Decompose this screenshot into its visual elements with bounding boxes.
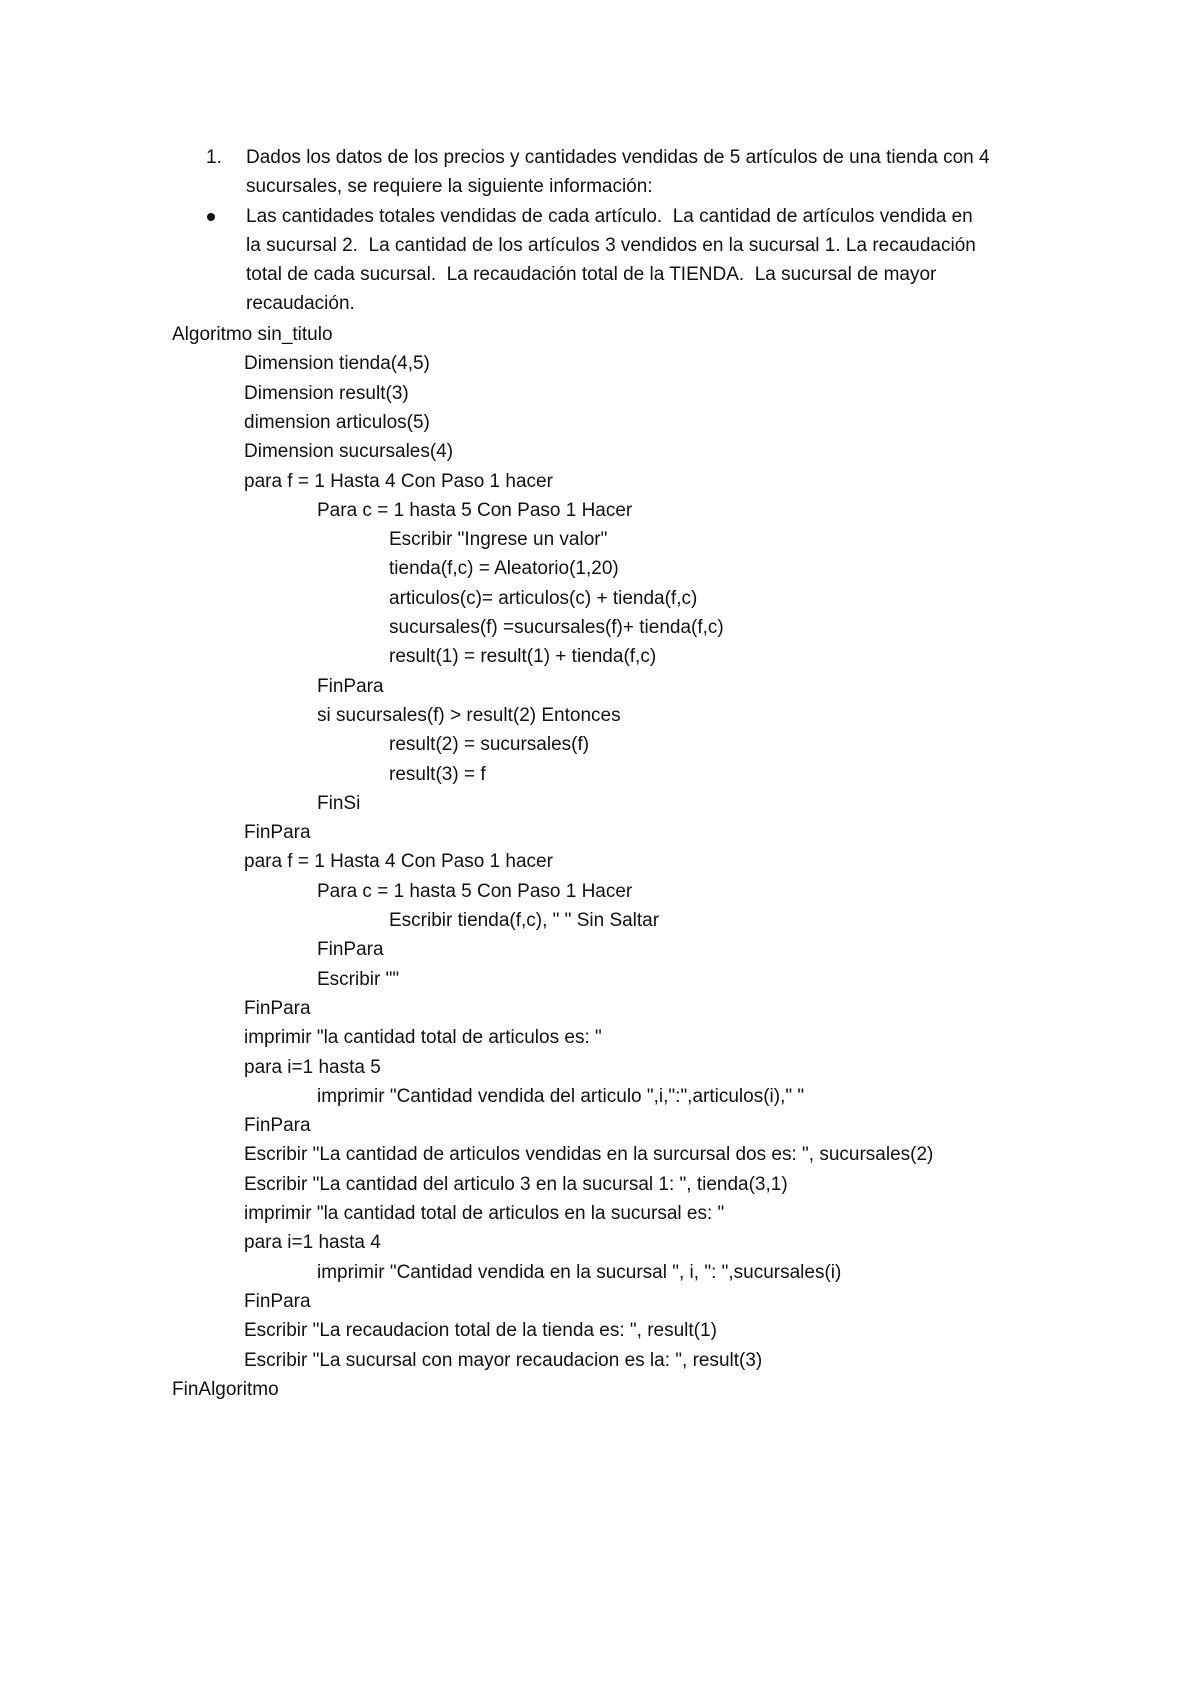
code-line: Escribir tienda(f,c), " " Sin Saltar <box>389 910 660 931</box>
code-line: Escribir "La cantidad del articulo 3 en la sucursal 1: ", tienda(3,1) <box>244 1174 788 1195</box>
code-line: para f = 1 Hasta 4 Con Paso 1 hacer <box>244 851 553 872</box>
code-line: FinSi <box>317 793 361 814</box>
bullet-line-1: Las cantidades totales vendidas de cada artículo. La cantidad de artículos vendida en <box>246 206 973 227</box>
code-line: FinPara <box>244 1291 311 1312</box>
bullet-icon <box>207 213 215 221</box>
code-line: Para c = 1 hasta 5 Con Paso 1 Hacer <box>317 881 633 902</box>
code-line: si sucursales(f) > result(2) Entonces <box>317 705 621 726</box>
code-line: Algoritmo sin_titulo <box>172 324 333 345</box>
code-line: articulos(c)= articulos(c) + tienda(f,c) <box>389 588 698 609</box>
code-line: Dimension result(3) <box>244 383 409 404</box>
code-line: para f = 1 Hasta 4 Con Paso 1 hacer <box>244 471 553 492</box>
code-line: para i=1 hasta 4 <box>244 1232 381 1253</box>
code-line: Escribir "La recaudacion total de la tienda es: ", result(1) <box>244 1320 717 1341</box>
bullet-line-4: recaudación. <box>246 293 355 314</box>
code-line: result(2) = sucursales(f) <box>389 734 590 755</box>
bullet-line-2: la sucursal 2. La cantidad de los artículos 3 vendidos en la sucursal 1. La recaudación <box>246 235 976 256</box>
code-line: FinAlgoritmo <box>172 1379 279 1400</box>
code-line: Para c = 1 hasta 5 Con Paso 1 Hacer <box>317 500 633 521</box>
code-line: Dimension tienda(4,5) <box>244 353 430 374</box>
code-line: Dimension sucursales(4) <box>244 441 454 462</box>
code-line: sucursales(f) =sucursales(f)+ tienda(f,c) <box>389 617 724 638</box>
code-line: FinPara <box>317 676 384 697</box>
code-line: para i=1 hasta 5 <box>244 1057 381 1078</box>
code-line: FinPara <box>244 822 311 843</box>
code-line: Escribir "" <box>317 969 400 990</box>
intro-line-1: Dados los datos de los precios y cantidades vendidas de 5 artículos de una tienda con 4 <box>246 147 990 168</box>
code-line: Escribir "Ingrese un valor" <box>389 529 608 550</box>
code-line: Escribir "La sucursal con mayor recaudacion es la: ", result(3) <box>244 1350 763 1371</box>
code-line: tienda(f,c) = Aleatorio(1,20) <box>389 558 619 579</box>
code-line: imprimir "Cantidad vendida en la sucursal ", i, ": ",sucursales(i) <box>317 1262 842 1283</box>
code-line: imprimir "la cantidad total de articulos es: " <box>244 1027 602 1048</box>
code-line: result(3) = f <box>389 764 486 785</box>
bullet-line-3: total de cada sucursal. La recaudación total de la TIENDA. La sucursal de mayor <box>246 264 937 285</box>
code-line: Escribir "La cantidad de articulos vendidas en la surcursal dos es: ", sucursales(2) <box>244 1144 934 1165</box>
code-line: FinPara <box>317 939 384 960</box>
code-line: FinPara <box>244 1115 311 1136</box>
code-line: result(1) = result(1) + tienda(f,c) <box>389 646 657 667</box>
intro-line-2: sucursales, se requiere la siguiente información: <box>246 176 653 197</box>
list-number: 1. <box>206 147 222 168</box>
code-line: FinPara <box>244 998 311 1019</box>
code-line: imprimir "Cantidad vendida del articulo ",i,":",articulos(i)," " <box>317 1086 805 1107</box>
code-line: imprimir "la cantidad total de articulos en la sucursal es: " <box>244 1203 725 1224</box>
code-line: dimension articulos(5) <box>244 412 430 433</box>
